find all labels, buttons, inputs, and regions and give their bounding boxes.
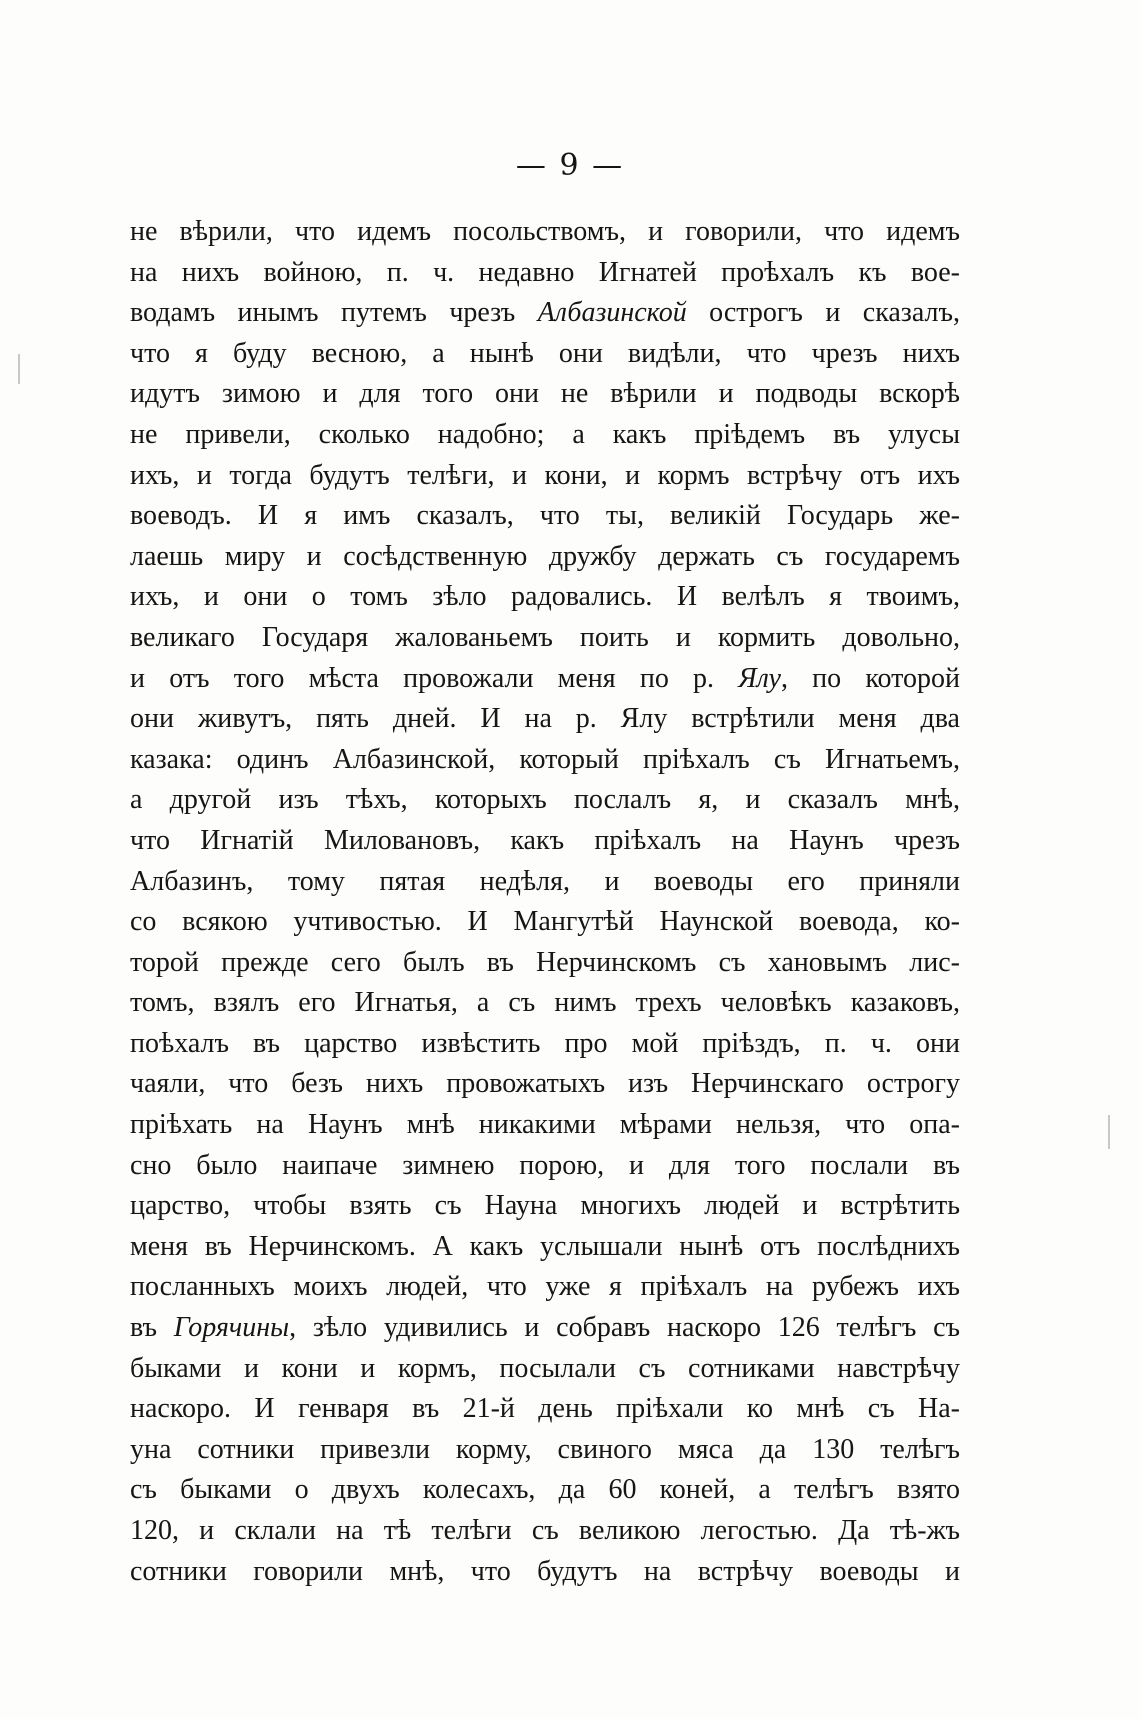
text-span: 120, и склали на тѣ телѣги съ великою легостью. Да тѣ-жъ bbox=[130, 1515, 960, 1546]
text-line bbox=[130, 1024, 960, 1065]
text-span: наскоро. И генваря въ 21-й день пріѣхали ко мнѣ съ На- bbox=[130, 1393, 960, 1425]
text-span: посланныхъ моихъ людей, что уже я пріѣхалъ на рубежъ ихъ bbox=[130, 1271, 960, 1303]
text-span: не привели, сколько надобно; а какъ пріѣдемъ въ улусы bbox=[130, 418, 960, 450]
text-span: чаяли, что безъ нихъ провожатыхъ изъ Нерчинскаго острогу bbox=[130, 1068, 960, 1100]
text-line bbox=[130, 821, 960, 862]
text-line bbox=[130, 537, 960, 578]
text-line bbox=[130, 983, 960, 1024]
text-line bbox=[130, 618, 960, 659]
text-span: , по которой bbox=[780, 662, 960, 694]
text-line bbox=[130, 1470, 960, 1511]
text-line bbox=[130, 253, 960, 294]
body-text bbox=[130, 212, 960, 1592]
text-span: ихъ, и они о томъ зѣло радовались. И велѣлъ я твоимъ, bbox=[130, 581, 960, 613]
text-span: со всякою учтивостью. И Мангутѣй Наунской воевода, ко- bbox=[130, 906, 960, 938]
text-span: великаго Государя жалованьемъ поить и кормить довольно, bbox=[130, 621, 960, 653]
text-line bbox=[130, 740, 960, 781]
text-span: казака: одинъ Албазинской, который пріѣхалъ съ Игнатьемъ, bbox=[130, 743, 960, 775]
text-line bbox=[130, 1186, 960, 1227]
text-line bbox=[130, 699, 960, 740]
text-line bbox=[130, 780, 960, 821]
text-span: сно было наипаче зимнею порою, и для того послали въ bbox=[130, 1149, 960, 1181]
text-line bbox=[130, 1064, 960, 1105]
text-span: идутъ зимою и для того они не вѣрили и подводы вскорѣ bbox=[130, 378, 960, 410]
text-span: они живутъ, пять дней. И на р. Ялу встрѣтили меня два bbox=[130, 703, 960, 735]
scan-edge-mark-left bbox=[18, 354, 20, 384]
text-line bbox=[130, 943, 960, 984]
page-number: — 9 — bbox=[515, 148, 625, 183]
text-span: , зѣло удивились и собравъ наскоро 126 телѣгъ съ bbox=[289, 1312, 960, 1344]
text-span: а другой изъ тѣхъ, которыхъ послалъ я, и сказалъ мнѣ, bbox=[130, 784, 960, 816]
text-line bbox=[130, 1511, 960, 1552]
text-line bbox=[130, 496, 960, 537]
text-span: царство, чтобы взять съ Науна многихъ людей и встрѣтить bbox=[130, 1190, 960, 1222]
text-line bbox=[130, 1349, 960, 1390]
text-span: томъ, взялъ его Игнатья, а съ нимъ трехъ человѣкъ казаковъ, bbox=[130, 987, 960, 1019]
text-line bbox=[130, 212, 960, 253]
italic-text-span: Горячины bbox=[173, 1312, 290, 1344]
text-line bbox=[130, 1430, 960, 1471]
text-span: быками и кони и кормъ, посылали съ сотниками навстрѣчу bbox=[130, 1352, 960, 1384]
text-line bbox=[130, 659, 960, 700]
text-span: водамъ инымъ путемъ чрезъ bbox=[130, 297, 538, 329]
text-line bbox=[130, 1308, 960, 1349]
text-line bbox=[130, 1267, 960, 1308]
text-line bbox=[130, 293, 960, 334]
text-line bbox=[130, 1389, 960, 1430]
text-span: воеводъ. И я имъ сказалъ, что ты, великій Государь же- bbox=[130, 500, 960, 532]
text-span: съ быками о двухъ колесахъ, да 60 коней, а телѣгъ взято bbox=[130, 1474, 960, 1506]
text-line bbox=[130, 1227, 960, 1268]
text-span: пріѣхать на Наунъ мнѣ никакими мѣрами нельзя, что опа- bbox=[130, 1109, 960, 1141]
text-line bbox=[130, 374, 960, 415]
italic-text-span: Ялу bbox=[738, 662, 781, 694]
text-line bbox=[130, 415, 960, 456]
text-span: въ bbox=[130, 1312, 174, 1344]
text-line bbox=[130, 456, 960, 497]
text-line bbox=[130, 334, 960, 375]
text-span: и отъ того мѣста провожали меня по р. bbox=[130, 662, 739, 694]
text-line bbox=[130, 1146, 960, 1187]
text-line bbox=[130, 577, 960, 618]
text-span: поѣхалъ въ царство извѣстить про мой пріѣздъ, п. ч. они bbox=[130, 1027, 960, 1059]
text-span: что Игнатій Миловановъ, какъ пріѣхалъ на Наунъ чрезъ bbox=[130, 824, 960, 856]
text-span: лаешь миру и сосѣдственную дружбу держать съ государемъ bbox=[130, 540, 960, 572]
text-line bbox=[130, 1105, 960, 1146]
italic-text-span: Албазинской bbox=[537, 297, 687, 329]
text-line bbox=[130, 902, 960, 943]
text-span: что я буду весною, а нынѣ они видѣли, что чрезъ нихъ bbox=[130, 337, 960, 369]
text-span: острогъ и сказалъ, bbox=[686, 297, 960, 329]
text-line bbox=[130, 1552, 960, 1593]
scan-edge-mark-right bbox=[1108, 1115, 1110, 1149]
text-span: меня въ Нерчинскомъ. А какъ услышали нынѣ отъ послѣднихъ bbox=[130, 1230, 960, 1262]
text-span: сотники говорили мнѣ, что будутъ на встрѣчу воеводы и bbox=[130, 1555, 960, 1587]
text-span: уна сотники привезли корму, свиного мяса да 130 телѣгъ bbox=[130, 1433, 960, 1465]
text-span: Албазинъ, тому пятая недѣля, и воеводы его приняли bbox=[130, 865, 960, 897]
text-span: на нихъ войною, п. ч. недавно Игнатей проѣхалъ къ вое- bbox=[130, 256, 960, 288]
text-span: торой прежде сего былъ въ Нерчинскомъ съ хановымъ лис- bbox=[130, 946, 960, 978]
text-span: ихъ, и тогда будутъ телѣги, и кони, и кормъ встрѣчу отъ ихъ bbox=[130, 459, 960, 491]
text-line bbox=[130, 862, 960, 903]
text-span: не вѣрили, что идемъ посольствомъ, и говорили, что идемъ bbox=[130, 216, 960, 247]
